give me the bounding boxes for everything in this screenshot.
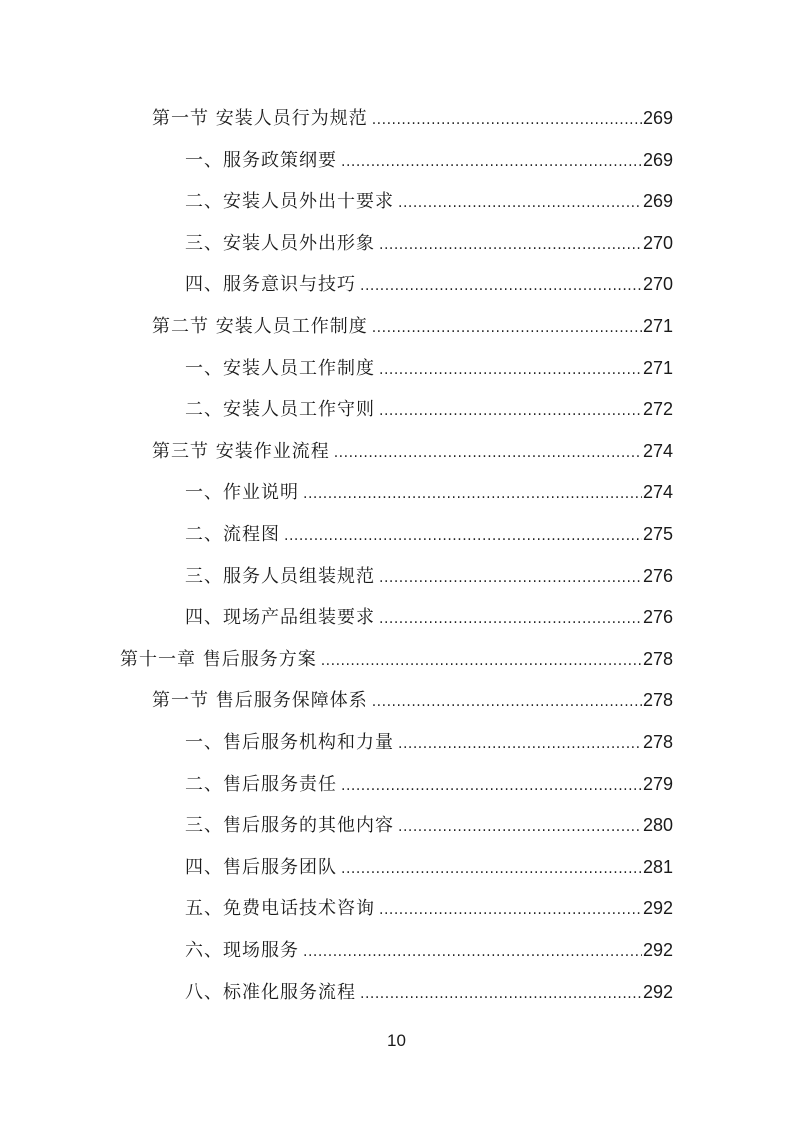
toc-entry-section[interactable] (152, 313, 673, 339)
toc-entry-title: 四、服务意识与技巧 (185, 274, 356, 296)
toc-entry-title: 二、安装人员工作守则 (185, 399, 375, 421)
toc-entry-page: 269 (642, 108, 673, 128)
toc-entry-item[interactable] (185, 979, 673, 1005)
toc-dot-leader (341, 773, 642, 799)
toc-entry-title: 八、标准化服务流程 (185, 981, 356, 1003)
toc-entry-title: 四、售后服务团队 (185, 856, 337, 878)
toc-entry-title: 二、售后服务责任 (185, 773, 337, 795)
toc-entry-item[interactable] (185, 271, 673, 297)
toc-entry-title: 第一节 安装人员行为规范 (152, 108, 368, 129)
toc-entry-item[interactable] (185, 812, 673, 838)
toc-entry-title: 四、现场产品组装要求 (185, 607, 375, 629)
toc-dot-leader (379, 398, 642, 424)
toc-entry-page: 271 (642, 357, 673, 378)
toc-entry-page: 279 (642, 773, 673, 794)
toc-entry-item[interactable] (185, 479, 673, 505)
toc-entry-title: 一、作业说明 (185, 482, 299, 504)
toc-entry-page: 272 (642, 399, 673, 420)
toc-dot-leader (341, 149, 642, 175)
toc-entry-item[interactable] (185, 604, 673, 630)
toc-entry-item[interactable] (185, 355, 673, 381)
toc-entry-title: 三、售后服务的其他内容 (185, 815, 394, 837)
toc-dot-leader (372, 689, 642, 715)
toc-dot-leader (303, 939, 642, 965)
toc-entry-title: 一、售后服务机构和力量 (185, 732, 394, 753)
toc-dot-leader (398, 814, 642, 840)
toc-entry-page: 292 (642, 981, 673, 1002)
toc-entry-title: 第三节 安装作业流程 (152, 440, 330, 462)
toc-entry-page: 270 (642, 274, 673, 295)
toc-dot-leader (379, 357, 642, 383)
toc-dot-leader (379, 897, 642, 923)
toc-entry-chapter[interactable] (120, 646, 673, 672)
toc-entry-title: 第一节 售后服务保障体系 (152, 690, 368, 712)
toc-entry-page: 292 (642, 940, 673, 960)
toc-dot-leader (398, 731, 642, 757)
toc-entry-item[interactable] (185, 396, 673, 422)
toc-entry-page: 292 (642, 898, 673, 919)
toc-dot-leader (372, 107, 642, 133)
toc-entry-title: 三、服务人员组装规范 (185, 565, 375, 587)
toc-dot-leader (334, 440, 642, 466)
toc-entry-title: 一、安装人员工作制度 (185, 357, 375, 379)
toc-entry-item[interactable] (185, 771, 673, 797)
toc-entry-title: 第十一章 售后服务方案 (120, 648, 317, 670)
toc-dot-leader (398, 190, 642, 216)
toc-dot-leader (360, 273, 642, 299)
toc-dot-leader (360, 981, 642, 1007)
toc-entry-page: 278 (642, 732, 673, 752)
toc-entry-item[interactable] (185, 854, 673, 880)
toc-entry-item[interactable] (185, 895, 673, 921)
toc-entry-title: 六、现场服务 (185, 940, 299, 961)
toc-entry-page: 276 (642, 565, 673, 586)
toc-dot-leader (379, 232, 642, 258)
toc-dot-leader (303, 481, 642, 507)
toc-entry-item[interactable] (185, 563, 673, 589)
toc-entry-item[interactable] (185, 729, 673, 755)
toc-entry-item[interactable] (185, 937, 673, 963)
toc-entry-page: 281 (642, 856, 673, 877)
toc-dot-leader (372, 315, 642, 341)
toc-entry-title: 二、流程图 (185, 524, 280, 545)
toc-entry-title: 三、安装人员外出形象 (185, 232, 375, 254)
toc-entry-title: 二、安装人员外出十要求 (185, 191, 394, 213)
toc-entry-page: 278 (642, 648, 673, 669)
toc-entry-title: 第二节 安装人员工作制度 (152, 316, 368, 337)
toc-dot-leader (379, 606, 642, 632)
toc-entry-title: 五、免费电话技术咨询 (185, 898, 375, 920)
toc-entry-page: 269 (642, 149, 673, 170)
toc-dot-leader (284, 523, 642, 549)
toc-entry-item[interactable] (185, 521, 673, 547)
toc-entry-item[interactable] (185, 147, 673, 173)
toc-entry-page: 278 (642, 690, 673, 711)
toc-entry-section[interactable] (152, 438, 673, 464)
toc-dot-leader (379, 565, 642, 591)
toc-entry-page: 274 (642, 440, 673, 461)
page-number: 10 (387, 1031, 406, 1050)
toc-entry-page: 276 (642, 607, 673, 628)
toc-entry-section[interactable] (152, 687, 673, 713)
toc-entry-page: 270 (642, 232, 673, 253)
toc-entry-page: 271 (642, 316, 673, 336)
toc-entry-item[interactable] (185, 188, 673, 214)
toc-entry-page: 280 (642, 815, 673, 836)
toc-entry-page: 275 (642, 524, 673, 544)
toc-dot-leader (341, 856, 642, 882)
toc-entry-page: 274 (642, 482, 673, 503)
toc-entry-title: 一、服务政策纲要 (185, 149, 337, 171)
toc-entry-page: 269 (642, 191, 673, 212)
toc-dot-leader (321, 648, 642, 674)
toc-entry-section[interactable] (152, 105, 673, 131)
toc-entry-item[interactable] (185, 230, 673, 256)
